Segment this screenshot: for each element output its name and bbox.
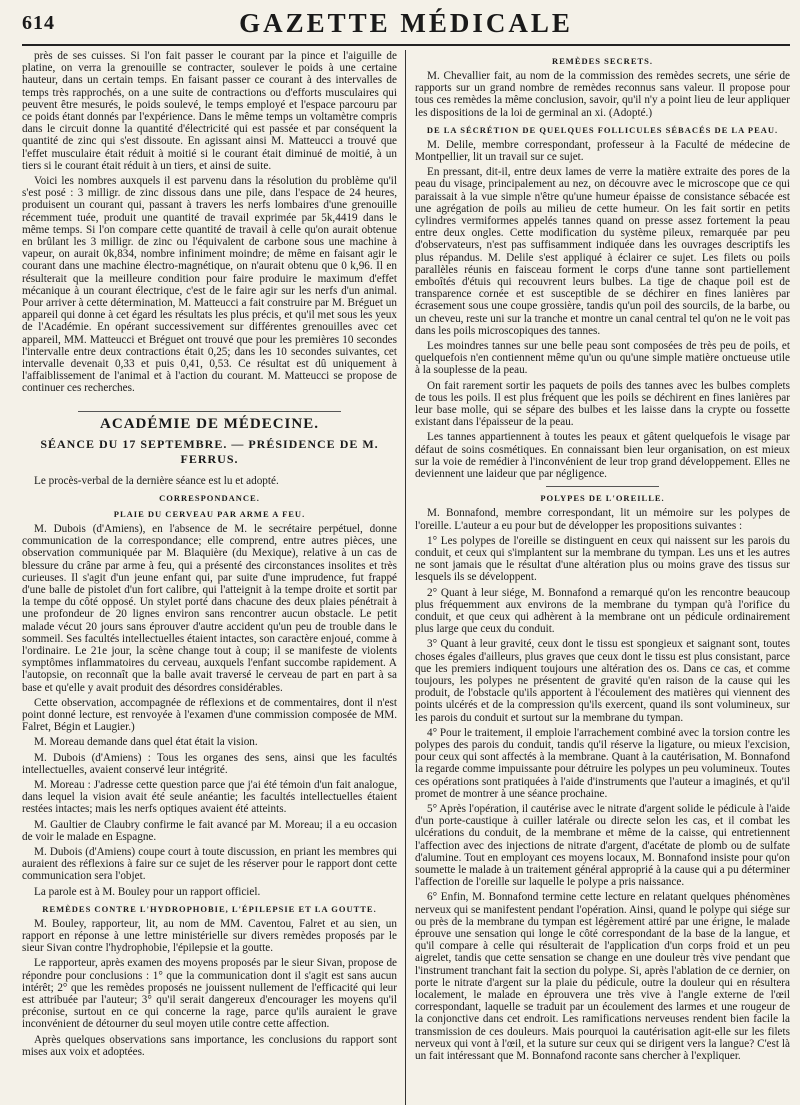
subheading-remedes-secrets: REMÈDES SECRETS. (551, 56, 654, 66)
paragraph: M. Chevallier fait, au nom de la commission des remèdes secrets, une série de rapports sur un grand nombre de remèdes reconnus sans valeur. Il propose pour tous ces remèdes la même conclusion, savoir, qu'il n'y a point lieu de leur appliquer les dispositions de la loi de germinal an xi. (Adopté.) (415, 70, 790, 119)
paragraph: Cette observation, accompagnée de réflexions et de commentaires, dont il n'est point donné lecture, est renvoyée à l'examen d'une commission composée de MM. Falret, Bégin et Laugier.) (22, 696, 397, 734)
paragraph: 3° Quant à leur gravité, ceux dont le tissu est spongieux et saignant sont, toutes choses égales d'ailleurs, plus graves que ceux dont le tissu est plus consistant, parce que les premiers indiquent toujours une altération des os. Dans ce cas, et comme toujours, les polypes ne présentent de gravité qu'en raison de la cause qui les produit, de l'obstacle qu'ils apportent à l'écoulement des matières qui viennent des points ulcérés et de la compression qu'ils exercent, quand ils sont volumineux, sur les parois du conduit et surtout sur la membrane du tympan. (415, 638, 790, 724)
left-column (22, 50, 405, 1105)
page-number: 614 (22, 12, 55, 34)
subheading-correspondance: CORRESPONDANCE. (159, 492, 260, 503)
paragraph: M. Dubois (d'Amiens), en l'absence de M. le secrétaire perpétuel, donne communication de la correspondance; elle comprend, entre autres pièces, une observation communiquée par M. Blaquière (du Mexique), relative à un cas de blessure du crâne par arme à feu, qui a présenté des circonstances insolites et très curieuses. Il s'agit d'un jeune enfant qui, par suite d'une imprudence, fut frappé d'une balle de pistolet d'un fort calibre, qui l'atteignit à la tempe droite et sortit par la tempe du côté opposé. Un stylet porté dans chacune des deux plaies pénétrait à une profondeur de 20 lignes environ sans rencontrer aucun obstacle. Le petit malade vécut 20 jours sans éprouver d'autre accident qu'un peu de trouble dans le sommeil. Ses facultés intellectuelles étaient intactes, son caractère enjoué, comme à l'ordinaire. Le 21e jour, la scène change tout à coup; il se manifeste de violents symptômes inflammatoires du cerveau, auxquels l'enfant succombe rapidement. A l'autopsie, on reconnaît que la balle avait traversé le cerveau de part en part à sa base et qu'elle y avait produit des désordres considérables. (22, 522, 397, 694)
paragraph: En pressant, dit-il, entre deux lames de verre la matière extraite des pores de la peau du visage, principalement au nez, on découvre avec le microscope que ce qui paraissait à la vue simple n'être qu'une humeur épaisse de consistance sébacée est une agrégation de poils au milieu de cette humeur. On les fait sortir en petits cylindres vermiformes appelés tannes quand on presse assez fortement la peau entre deux ongles. Cette modification du système pileux, remarquée par peu d'observateurs, n'est pas suffisamment indiquée dans les ouvrages descriptifs les plus répandus. M. Delile s'est appliqué à éclairer ce sujet. Les filets ou poils parallèles réunis en faisceau forment le corps d'une tanne sont partiellement emboîtés d'étuis qui recouvrent leurs bulbes. La tige de chaque poil est de transparence cornée et est susceptible de se déchirer en fines lanières par écrasement sous une coupe grossière, tandis qu'un poil des sourcils, de la barbe, ou un cheveu, reste uni sur la tranche et montre un canal central tel qu'on ne le voit pas dans les poils microscopiques des tannes. (415, 166, 790, 337)
subheading-polypes: POLYPES DE L'OREILLE. (540, 493, 665, 504)
paragraph: M. Moreau : J'adresse cette question parce que j'ai été témoin d'un fait analogue, dans lequel la vision avait été seule anéantie; les facultés intellectuelles étaient restées intactes; mais les nerfs optiques avaient été atteints. (22, 778, 397, 816)
paragraph: 4° Pour le traitement, il emploie l'arrachement combiné avec la torsion contre les polypes des parois du conduit, tandis qu'il réserve la ligature, ou mieux l'excision, pour ceux qui sont affectés à la membrane. Quant à la cautérisation, M. Bonnafond la regarde comme impuissante pour détruire les polypes un peu volumineux. Toutes ces opérations sont pratiquées à l'aide d'instruments que l'auteur a imaginés, et qu'il promet de montrer à une séance prochaine. (415, 726, 790, 800)
session-heading: SÉANCE DU 17 SEPTEMBRE. — PRÉSIDENCE DE M. FERRUS. (40, 436, 379, 466)
journal-title: GAZETTE MÉDICALE (239, 8, 573, 38)
paragraph: 2° Quant à leur siége, M. Bonnafond a remarqué qu'on les rencontre beaucoup plus fréquemment aux environs de la membrane du tympan qu'à l'orifice du conduit, et que ceux qui adhèrent à la membrane ont un pédicule ordinairement plus large que ceux du conduit. (415, 586, 790, 636)
paragraph: On fait rarement sortir les paquets de poils des tannes avec les bulbes complets de tous les poils. Il est plus fréquent que les poils se déchirent en fines lanières par leur base molle, qui se sépare des bulbes et les laisse dans la crypte ou fossette existant dans l'épaisseur de la peau. (415, 379, 790, 429)
paragraph: M. Moreau demande dans quel état était la vision. (34, 736, 258, 749)
paragraph: Voici les nombres auxquels il est parvenu dans la résolution du problème qu'il s'est posé : 3 milligr. de zinc dissous dans une pile, dans l'espace de 24 heures, produisent un courant qui, passant à travers les nerfs lombaires d'une grenouille récemment tuée, produit une quantité de travail exprimée par 5k,4419 dans le même temps. Si l'on compare cette quantité de travail à celle qu'on aurait obtenue en brûlant les 3 milligr. de zinc ou l'équivalent de carbone sous une machine à vapeur, on aurait 0k,834, nombre infiniment moindre; de même en faisant agir le courant dans une machine électro-magnétique, on n'aurait obtenu que 0 k,96. Il en résulterait que la meilleure condition pour faire produire le maximum d'effet mécanique à un courant électrique, c'est de le faire agir sur les nerfs d'un animal. Pour arriver à cette détermination, M. Matteucci a fait construire par M. Bréguet un appareil qui donne à cet égard les résultats les plus précis, et qu'il met sous les yeux de l'Académie. En opérant successivement sur différentes grenouilles avec cet appareil, MM. Matteucci et Bréguet ont trouvé que pour les premières 10 secondes l'intervalle entre deux contractions était 0,25; dans les 10 secondes suivantes, cet intervalle devenait 0,33 et puis 0,41, 0,53. Ce résultat est dû uniquement à l'affaiblissement de l'animal et à l'action du courant. M. Matteucci se propose de continuer ces recherches. (22, 175, 397, 395)
paragraph: 5° Après l'opération, il cautérise avec le nitrate d'argent solide le pédicule à l'aide d'un porte-caustique à cuiller latérale ou directe selon les cas, et il combat les ulcérations du conduit, de la membrane et même de la caisse, qui entretiennent l'affection avec des injections de nitrate d'argent, d'acétate de plomb ou de sulfate d'alumine. Tout en employant ces moyens locaux, M. Bonnafond insiste pour qu'on soumette le malade à un traitement général approprié à la cause qui a pu déterminer l'affection de l'oreille sur laquelle le polype a pris naissance. (415, 802, 790, 889)
paragraph: Les tannes appartiennent à toutes les peaux et gâtent quelquefois le visage par défaut de soins cosmétiques. En connaissant bien leur organisation, on est mieux sur la voie de remédier à l'inconvénient de leur trop grand développement. Elles ne deviennent une laideur que par négligence. (415, 431, 790, 481)
paragraph: M. Dubois (d'Amiens) coupe court à toute discussion, en priant les membres qui auraient des réflexions à faire sur ce sujet de les réserver pour le rapport dont cette communication sera l'objet. (22, 845, 397, 883)
columns (22, 50, 790, 1105)
paragraph: Après quelques observations sans importance, les conclusions du rapport sont mises aux voix et adoptées. (22, 1033, 397, 1058)
paragraph: 1° Les polypes de l'oreille se distinguent en ceux qui naissent sur les parois du conduit, et ceux qui s'implantent sur la membrane du tympan. Les uns et les autres ne sont jamais que le résultat d'une altération plus ou moins grave des tissus sur lesquels ils se développent. (415, 534, 790, 584)
paragraph: M. Delile, membre correspondant, professeur à la Faculté de médecine de Montpellier, lit un travail sur ce sujet. (415, 138, 790, 164)
section-heading-academie: ACADÉMIE DE MÉDECINE. (78, 411, 341, 433)
paragraph: M. Bonnafond, membre correspondant, lit un mémoire sur les polypes de l'oreille. L'auteur a eu pour but de développer les propositions suivantes : (415, 507, 790, 532)
section-rule (546, 486, 659, 487)
paragraph: M. Bouley, rapporteur, lit, au nom de MM. Caventou, Falret et au sien, un rapport en réponse à une lettre ministérielle sur divers remèdes proposés par le sieur Sivan contre l'hydrophobie, l'épilepsie et la goutte. (22, 917, 397, 955)
subheading-remedes-hydrophobie: REMÈDES CONTRE L'HYDROPHOBIE, L'ÉPILEPSIE ET LA GOUTTE. (42, 903, 377, 914)
paragraph: La parole est à M. Bouley pour un rapport officiel. (34, 885, 261, 898)
paragraph: près de ses cuisses. Si l'on fait passer le courant par la pince et l'aiguille de platine, on verra la grenouille se contracter, soulever le poids à une certaine hauteur, dans un certain temps. En faisant passer ce courant à des intervalles de temps très rapprochés, on a une suite de contractions ou d'efforts musculaires qui peuvent être mesurés, le poids soulevé, le temps employé et l'espace parcouru par ce poids étant donnés par l'expérience. Dans le même temps un voltamètre compris dans le circuit donne la quantité d'électricité qui est passée et par conséquent la quantité de zinc qui s'est dissoute. En agissant ainsi M. Matteucci a trouvé que l'effet musculaire était réduit à moitié si le courant était diminué de moitié, à un tiers si le courant était réduit à un tiers, et ainsi de suite. (22, 50, 397, 172)
paragraph: 6° Enfin, M. Bonnafond termine cette lecture en relatant quelques phénomènes nerveux qui se manifestent pendant l'opération. Ainsi, quand le polype qui siége sur ou près de la membrane du tympan est légèrement attiré par une érigne, le malade éprouve une sensation qui longe le côté correspondant de la base de la langue, et qu'il compare à celle qui résulterait de l'application d'un corps froid et un peu aigrelet, tandis que cette sensation se change en une douleur très vive pendant que l'instrument tranchant fait la section du polype. Si, après l'ablation de ce dernier, on porte le nitrate d'argent sur la plaie du pédicule, outre la douleur qui en résultera localement, le malade en éprouvera une très vive à l'angle externe de l'œil correspondant, laquelle se traduit par un écoulement des larmes et une rougeur de la conjonctive dans cet endroit. Les ramifications nerveuses rendent bien facile la transmission de ces douleurs. Mais pourquoi la cautérisation agit-elle sur les filets nerveux qui vont à l'œil, et la suture sur ceux qui se dirigent vers la langue? C'est là un fait intéressant que M. Bonnafond raconte sans chercher à l'expliquer. (415, 891, 790, 1063)
paragraph: Le rapporteur, après examen des moyens proposés par le sieur Sivan, propose de répondre pour conclusions : 1° que la communication dont il s'agit est sans aucun intérêt; 2° que les remèdes proposés ne jouissent nullement de l'efficacité qui leur est attribuée par l'auteur; 3° qu'il serait dangereux d'encourager les moyens qu'il préconise, surtout en ce qui concerne la rage, parce qu'ils auraient le grave inconvénient de détourner du seul moyen utile contre cette affection. (22, 957, 397, 1031)
paragraph: M. Dubois (d'Amiens) : Tous les organes des sens, ainsi que les facultés intellectuelles, avaient conservé leur intégrité. (22, 751, 397, 776)
subheading-plaie: PLAIE DU CERVEAU PAR ARME A FEU. (113, 508, 306, 519)
page-header (22, 0, 790, 46)
paragraph: M. Gaultier de Claubry confirme le fait avancé par M. Moreau; il a eu occasion de voir le malade en Espagne. (22, 818, 397, 843)
subheading-secretion: DE LA SÉCRÉTION DE QUELQUES FOLLICULES SÉBACÉS DE LA PEAU. (426, 124, 779, 135)
right-column (406, 50, 790, 1105)
paragraph: Les moindres tannes sur une belle peau sont composées de très peu de poils, et quelquefois n'en contiennent même qu'un ou qu'une simple matière onctueuse utile à la souplesse de la peau. (415, 340, 790, 377)
paragraph: Le procès-verbal de la dernière séance est lu et adopté. (34, 474, 279, 487)
